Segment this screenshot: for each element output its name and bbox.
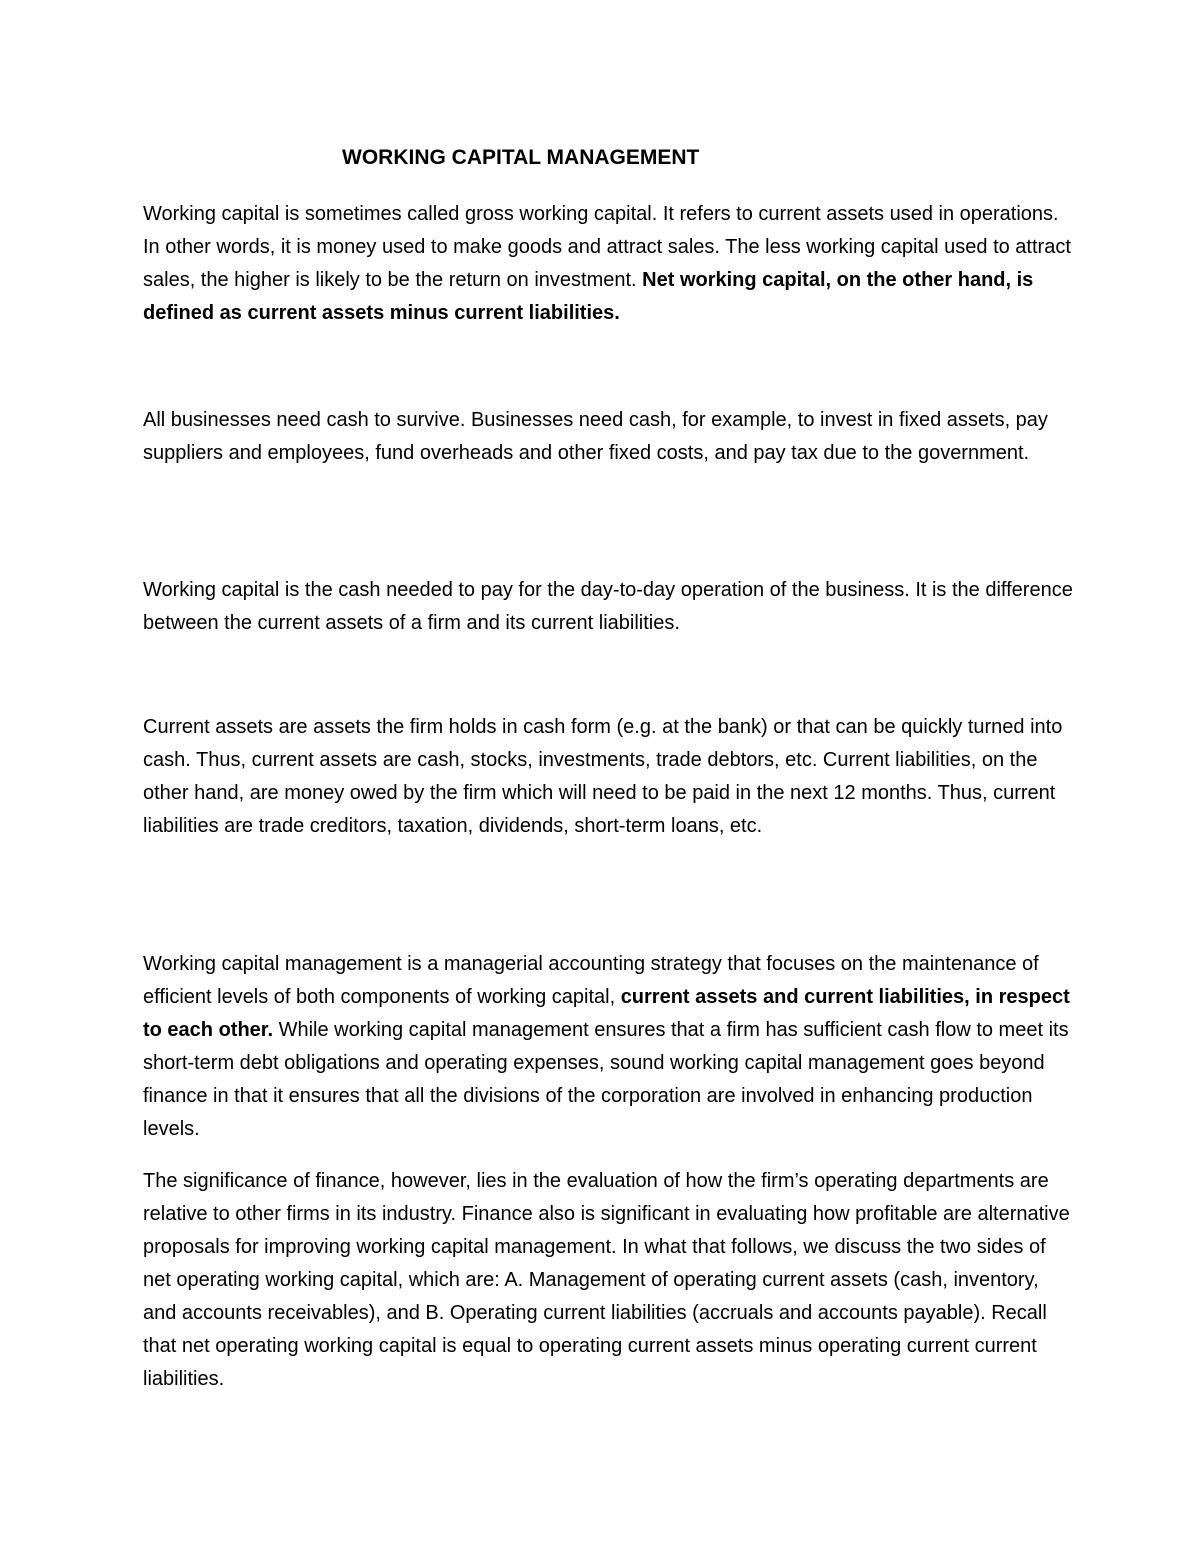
bold-definition: Net working capital, on the other hand, is defined as current assets minus current liabilities. [143,269,1034,324]
bold-emphasis: current assets and current liabilities, in respect to each other. [143,986,1070,1041]
paragraph-day-to-day: Working capital is the cash needed to pay for the day-to-day operation of the business. It is the difference between the current assets of a firm and its current liabilities. [143,579,1073,634]
paragraph-management-strategy [143,948,1073,1146]
paragraph-text-after: While working capital management ensures that a firm has sufficient cash flow to meet its short-term debt obligations and operating expenses, sound working capital management goes beyond finance in that it ensures that all the divisions of the corporation are involved in enhancing production levels. [143,1019,1069,1140]
document-title: WORKING CAPITAL MANAGEMENT [342,146,700,169]
paragraph-text: Working capital is sometimes called gross working capital. It refers to current assets used in operations. In other words, it is money used to make goods and attract sales. The less working capital used to attract sales, the higher is likely to be the return on investment. [143,203,1071,291]
paragraph-cash-need: All businesses need cash to survive. Businesses need cash, for example, to invest in fixed assets, pay suppliers and employees, fund overheads and other fixed costs, and pay tax due to the government. [143,409,1048,464]
paragraph-definition [143,198,1073,330]
paragraph-current-assets: Current assets are assets the firm holds in cash form (e.g. at the bank) or that can be quickly turned into cash. Thus, current assets are cash, stocks, investments, trade debtors, etc. Current liabilities, on the other hand, are money owed by the firm which will need to be paid in the next 12 months. Thus, current liabilities are trade creditors, taxation, dividends, short-term loans, etc. [143,716,1063,837]
paragraph-significance: The significance of finance, however, lies in the evaluation of how the firm’s operating departments are relative to other firms in its industry. Finance also is significant in evaluating how profitable are alternative proposals for improving working capital management. In what that follows, we discuss the two sides of net operating working capital, which are: A. Management of operating current assets (cash, inventory, and accounts receivables), and B. Operating current liabilities (accruals and accounts payable). Recall that net operating working capital is equal to operating current assets minus operating current current liabilities. [143,1170,1070,1390]
paragraph-text-before: Working capital management is a managerial accounting strategy that focuses on the maintenance of efficient levels of both components of working capital, [143,953,1039,1008]
